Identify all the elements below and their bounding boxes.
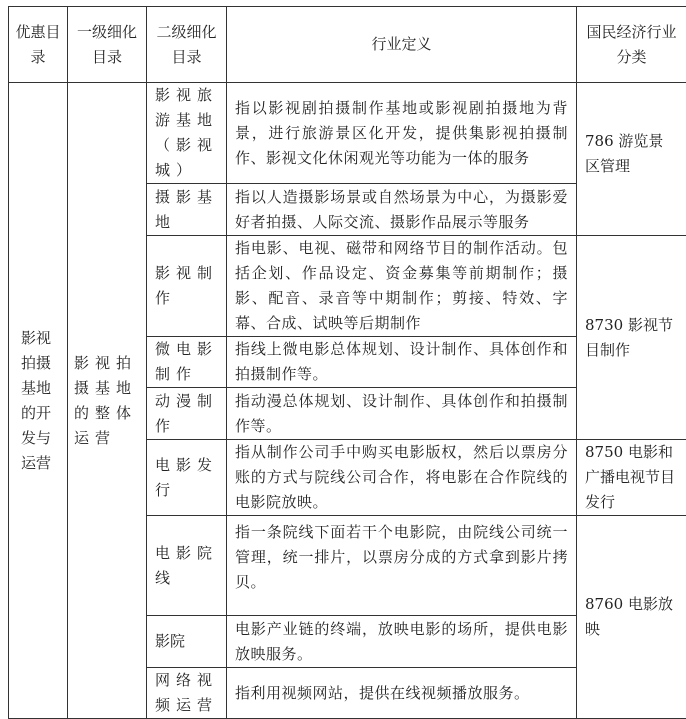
definition-cell: 指从制作公司手中购买电影版权，然后以票房分账的方式与院线公司合作，将电影在合作院线的电影院放映。 [227,440,577,516]
header-definition: 行业定义 [227,7,577,83]
definition-cell: 电影产业链的终端，放映电影的场所，提供电影放映服务。 [227,616,577,668]
definition-cell: 指以人造摄影场景或自然场景为中心，为摄影爱好者拍摄、人际交流、摄影作品展示等服务 [227,184,577,236]
header-row [9,7,686,83]
definition-cell: 指电影、电视、磁带和网络节目的制作活动。包括企划、作品设定、资金募集等前期制作；摄影、配音、录音等中期制作；剪接、特效、字幕、合成、试映等后期制作 [227,236,577,337]
level1-cell: 影视拍摄基地的整体运营 [68,83,147,719]
national-cell: 8750 电影和广播电视节目发行 [577,440,686,516]
level2-cell: 微电影制作 [147,337,227,388]
level2-cell: 摄影基地 [147,184,227,236]
level2-cell: 影院 [147,616,227,668]
level2-cell: 网络视频运营 [147,668,227,719]
national-cell: 786 游览景区管理 [577,83,686,236]
definition-cell: 指动漫总体规划、设计制作、具体创作和拍摄制作等。 [227,388,577,440]
preference-cell: 影视拍摄基地的开发与运营 [9,83,68,719]
header-national: 国民经济行业分类 [577,7,686,83]
definition-cell: 指利用视频网站，提供在线视频播放服务。 [227,668,577,719]
level2-cell: 动漫制作 [147,388,227,440]
header-preference: 优惠目录 [9,7,68,83]
definition-cell: 指一条院线下面若干个电影院，由院线公司统一管理，统一排片，以票房分成的方式拿到影片拷贝。 [227,516,577,616]
level2-cell: 影视旅游基地（影视城） [147,83,227,184]
level2-cell: 电影院线 [147,516,227,616]
level2-cell: 电影发行 [147,440,227,516]
definition-cell: 指以影视剧拍摄制作基地或影视剧拍摄地为背景，进行旅游景区化开发，提供集影视拍摄制作、影视文化休闲观光等功能为一体的服务 [227,83,577,184]
national-cell: 8730 影视节目制作 [577,236,686,440]
level2-cell: 影视制作 [147,236,227,337]
header-level1: 一级细化目录 [68,7,147,83]
table-row [9,83,686,184]
header-level2: 二级细化目录 [147,7,227,83]
industry-classification-table [8,6,686,719]
definition-cell: 指线上微电影总体规划、设计制作、具体创作和拍摄制作等。 [227,337,577,388]
national-cell: 8760 电影放映 [577,516,686,719]
